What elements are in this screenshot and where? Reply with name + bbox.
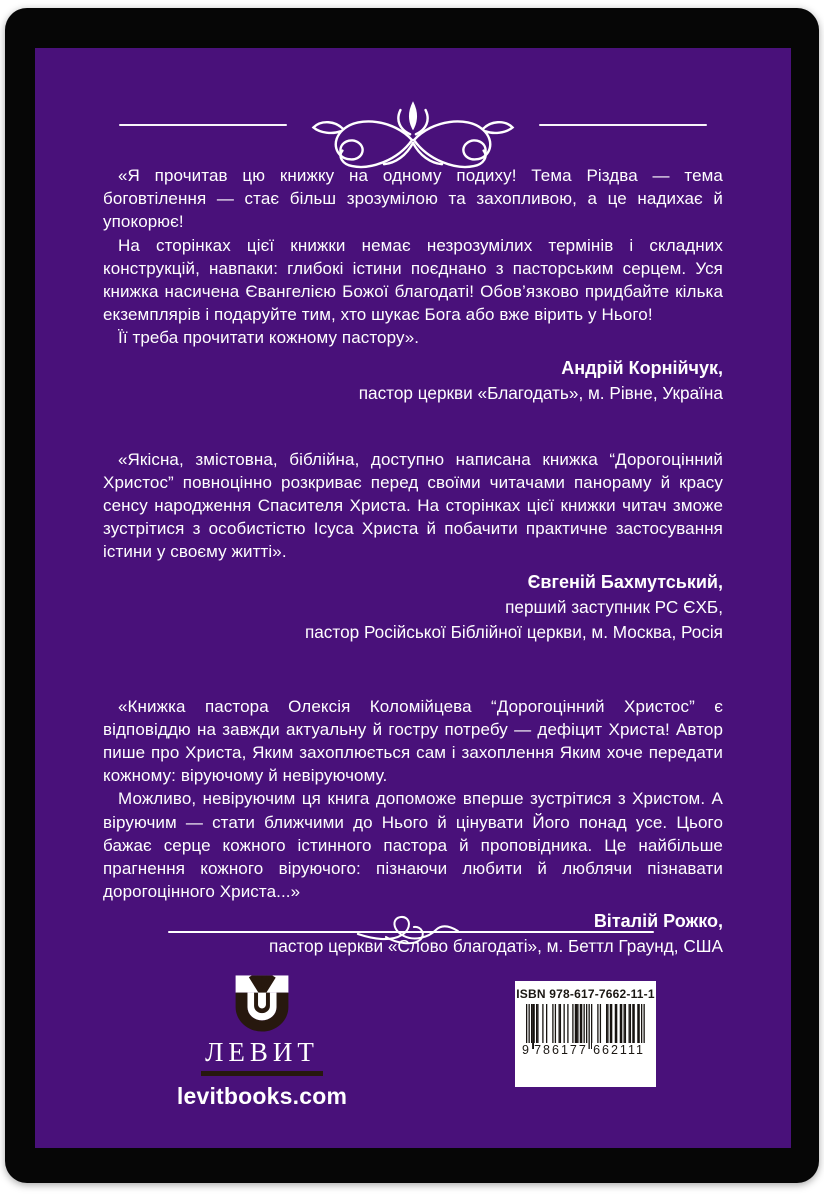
testimonial-1 (103, 164, 723, 406)
ornament-left-rule (119, 124, 287, 126)
quote-paragraph: Її треба прочитати кожному пастору». (118, 328, 420, 348)
testimonials (103, 164, 723, 959)
attribution (103, 355, 723, 406)
publisher-underline (201, 1071, 323, 1076)
publisher-block (157, 974, 367, 1110)
bottom-divider (168, 910, 654, 954)
author-credentials: пастор церкви «Слово благодаті», м. Беттл Граунд, США (269, 936, 723, 957)
testimonial-2 (103, 448, 723, 645)
quote-paragraph: На сторінках цієї книжки немає незрозумілих термінів і складних конструкцій, навпаки: глибокі істини поєднано з пасторським серцем. Уся книжка насичена Євангелією Божої благодаті! Обов’язково придбайте кілька екземплярів і подаруйте тим, хто шукає Бога або вже вірить у Нього! (103, 235, 723, 325)
author-credentials: перший заступник РС ЄХБ, (505, 596, 723, 617)
quote-paragraph: «Книжка пастора Олексія Коломійцева “Дорогоцінний Христос” є відповіддю на завжди актуальну й гостру потребу — дефіцит Христа! Автор пише про Христа, Яким захоплюється сам і захоплення Яким хоче передати кожному: віруючому й невіруючому. (103, 696, 723, 786)
quote-paragraph: Можливо, невіруючим ця книга допоможе вперше зустрітися з Христом. А віруючим — стати ближчими до Нього й цінувати Його понад усе. Цього бажає серце кожного істинного пастора й проповідника. Це найбільше прагнення кожного віруючого: пізнаючи любити й люблячи пізнавати дорогоцінного Христа...» (103, 789, 723, 902)
author-credentials: пастор Російської Біблійної церкви, м. Москва, Росія (304, 621, 723, 642)
divider-knot-icon (356, 910, 460, 954)
barcode-digit-group: 786177 (534, 1043, 588, 1057)
book-back-cover (5, 8, 819, 1183)
author-credentials: пастор церкви «Благодать», м. Рівне, Україна (358, 382, 723, 403)
quote-paragraph: «Якісна, змістовна, біблійна, доступно написана книжка “Дорогоцінний Христос” повноцінно розкриває перед своїми читачами панораму й красу сенсу народження Спасителя Христа. На сторінках цієї книжки читач зможе зустрітися з особистістю Ісуса Христа й побачити практичне застосування істини у своєму житті». (103, 449, 723, 562)
barcode-digit-group: 662111 (593, 1043, 645, 1057)
levit-logo-icon (229, 974, 295, 1035)
barcode-digit-group: 9 (522, 1043, 531, 1057)
ornament-right-rule (539, 124, 707, 126)
barcode (515, 981, 656, 1087)
quote-paragraph: «Я прочитав цю книжку на одному подиху! Тема Різдва — тема боговтілення — стає більш зрозумілою та захопливою, а це надихає й упокорює! (103, 166, 723, 232)
cover-panel (35, 48, 791, 1148)
author-name: Віталій Рожко, (593, 911, 723, 932)
publisher-name: ЛЕВИТ (205, 1037, 319, 1067)
author-name: Андрій Корнійчук, (561, 357, 723, 378)
isbn-label: ISBN 978-617-7662-11-1 (516, 987, 655, 1001)
publisher-website: levitbooks.com (176, 1083, 348, 1109)
attribution (103, 569, 723, 645)
author-name: Євгеній Бахмутський, (527, 571, 723, 592)
barcode-digits (521, 1043, 648, 1057)
